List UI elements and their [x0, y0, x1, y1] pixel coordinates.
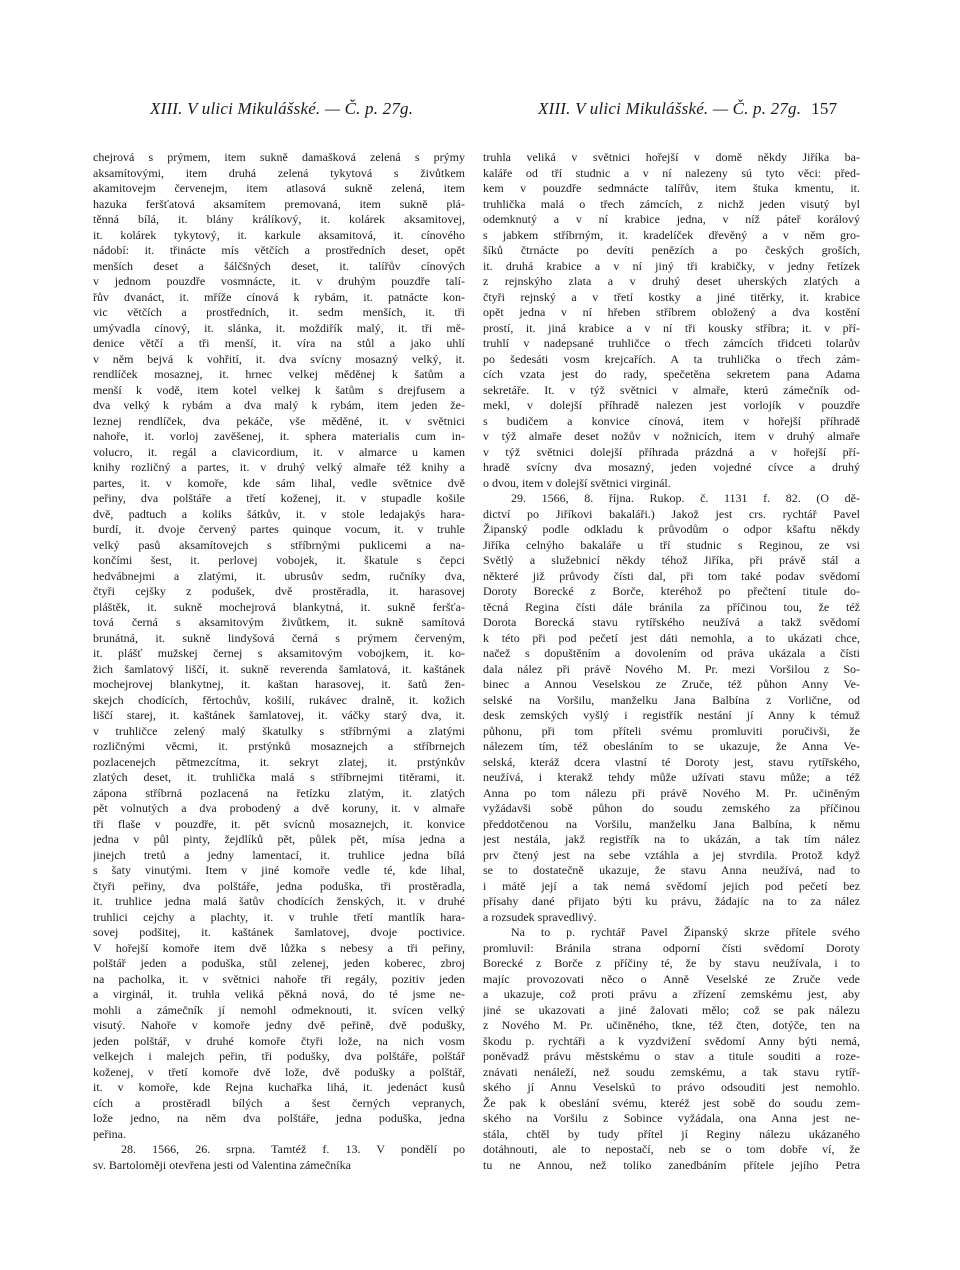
- text-line: po šedesáti vosm krejcařích. A ta truhlička o třech zám-: [483, 351, 860, 366]
- text-line: nahoře, it. vorloj zavěšenej, it. sphera materialis cum in-: [93, 429, 465, 443]
- text-line: aksamítovými, item druhá zelená tykytová s živůtkem: [93, 165, 465, 180]
- text-line: tová černá s aksamitovým živůtkem, it. sukně samítová: [93, 615, 465, 629]
- text-line: Doroty Borecké z Borče, kteréhož po přečtení titule do-: [483, 584, 860, 598]
- text-line: z rejnskýho zlata a v druhý deset uherských zlatých a: [483, 274, 860, 288]
- text-line: předdotčenou na Voršilu, manželku Jana Balbína, k němu: [483, 816, 860, 831]
- text-line: truhla veliká v světnici hořejší v domě někdy Jiříka ba-: [483, 150, 860, 164]
- text-line: Anna po tom nálezu při právě Nového M. Pr. učiněným: [483, 785, 860, 800]
- running-head-right: [538, 99, 837, 119]
- text-line: šíků čtrnácte po devíti penězích a po českých groších,: [483, 243, 860, 257]
- text-line: it. kolárek tykytový, it. karkule aksamitová, it. cínového: [93, 227, 465, 242]
- text-line: a virginál, it. truhla veliká pěkná nová, do té jsme ne-: [93, 987, 465, 1001]
- text-line: truhlička malá o třech zámcích, z nichž jeden visutý byl: [483, 196, 860, 211]
- text-line: v týž světnici dolejší příhrada prázdná a v hořejší pří-: [483, 444, 860, 459]
- text-line: ského na Voršilu z Sobince vyžádala, ona Anna jest ne-: [483, 1111, 860, 1125]
- text-line: sekretáře. It. v týž světnici v almaře, kterú zámečník od-: [483, 382, 860, 397]
- text-line: it. druhá krabice a v ní jiný tři krabičky, v jedny řetízek: [483, 258, 860, 273]
- text-line: hazuka feršťatová aksamítem premovaná, item sukně plá-: [93, 196, 465, 211]
- text-line: půhonu, při tom příteli svému promluviti poručivši, že: [483, 723, 860, 738]
- text-line: liščí starej, it. kaštánek šamlatovej, it. váčky starý dva, it.: [93, 708, 465, 722]
- text-line: s šaty vinutými. Item v jiné komoře vedle té, kde lihal,: [93, 863, 465, 877]
- text-line: prv čtený jest na sebe vztáhla a jej stvrdila. Protož když: [483, 847, 860, 862]
- text-line: peřiny, dva polštáře a třetí koženej, it. v stupadle košile: [93, 491, 465, 505]
- text-line: zápona stříbrná pozlacená na řetízku zlatým, it. zlatých: [93, 785, 465, 800]
- text-line: desk zemských vyšlý i registřík nestání jí Anny k témuž: [483, 708, 860, 722]
- text-line: majíc provozovati něco o Anně Veselské ze Zruče vede: [483, 971, 860, 986]
- text-line: nálezem tím, též obesláním to se ukazuje, že Anna Ve-: [483, 739, 860, 753]
- text-line: Žipanský podle odkladu k průvodům o odpor kšaftu někdy: [483, 522, 860, 536]
- text-line: polštář jeden a poduška, stůl zelenej, jeden koberec, zbroj: [93, 956, 465, 970]
- text-line: peřina.: [93, 1126, 126, 1141]
- text-line: mekl, v dolejší příhradě nalezen jest vorlojík v pouzdře: [483, 398, 860, 412]
- text-line: selské na Voršilu, manželku Jana Balbína z Vorlične, od: [483, 692, 860, 707]
- text-line: koženej, v třetí komoře dvě lože, dvě podušky a polštář,: [93, 1064, 465, 1079]
- text-line: truhlici cejchy a plachty, it. v truhle třetí mantlík hara-: [93, 909, 465, 924]
- text-line: těcná Regina čísti dále bránila za příčinou tou, že též: [483, 599, 860, 614]
- text-line: mohli a zámečník jí nemohl odmeknouti, it. svícen velký: [93, 1002, 465, 1017]
- text-line: pláštěk, it. sukně mochejrová blankytná, it. sukně feršťa-: [93, 599, 465, 614]
- text-line: velký pasů aksamítovejch s stříbrnými puklicemi a na-: [93, 537, 465, 552]
- left-text-column: [93, 150, 465, 1173]
- text-line: it. plášť mužskej černej s aksamitovým vobojkem, it. ko-: [93, 646, 465, 660]
- text-line: mochejrovej blankytnej, it. kaštan harasovej, it. šatů žen-: [93, 677, 465, 691]
- text-line: umývadla cínový, it. slánka, it. moždiřík malý, it. tři mě-: [93, 320, 465, 335]
- text-line: tu ne Annou, než toliko zanedbáním přítele jejího Petra: [483, 1157, 860, 1172]
- text-line: skejch chodících, fěrtochův, košilí, rukávec dralně, it. kožich: [93, 692, 465, 707]
- text-line: menší k vodě, item kotel velkej k šatům s drejfusem a: [93, 382, 465, 397]
- text-line: neužívá, i kterakž tehdy může užívati stavu může; a též: [483, 770, 860, 784]
- text-line: řův dvanáct, it. mříže cínová k rybám, it. patnácte kon-: [93, 289, 465, 304]
- text-line: jest nestála, jakž registřík na to ukázán, a tak tím nález: [483, 832, 860, 846]
- text-line: čtyři peřiny, dva polštáře, jedna poduška, tři prostěradla,: [93, 878, 465, 893]
- text-line: z Nového M. Pr. učiněného, tkne, též čten, dotýče, ten na: [483, 1018, 860, 1032]
- text-line: čtyři cejšky z podušek, dvě prostěradla, it. harasovej: [93, 584, 465, 598]
- text-line: partes, it. v komoře, kde sám lihal, vedle světnice dvě: [93, 475, 465, 490]
- text-line: přísahy dané přijato býti ku právu, žádajíc na to za nález: [483, 894, 860, 908]
- text-line: dva velký k rybám a dva malý k rybám, item jeden že-: [93, 398, 465, 412]
- running-head-right-title: XIII. V ulici Mikulášské. — Č. p. 27g.: [538, 99, 802, 118]
- text-line: pět volnutých a dva probodený a dvě koruny, it. v almaře: [93, 801, 465, 815]
- text-line: poněvadž právu městskému o stav a titule souditi a roze-: [483, 1049, 860, 1063]
- text-line: cích vzata jest do rady, spečetěna sekretem pana Adama: [483, 367, 860, 381]
- text-line: V hořejší komoře item dvě lůžka s nebesy a tři peřiny,: [93, 940, 465, 955]
- text-line: volucro, it. regál a clavicordium, it. v almarce u kamen: [93, 444, 465, 459]
- text-line: těnná bílá, it. blány králíkový, it. kolárek aksamitovej,: [93, 212, 465, 226]
- text-line: jinejch tretů a jedny lamentací, it. truhlice jedna bílá: [93, 847, 465, 862]
- text-line: selská, kteráž dcera vlastní té Doroty jest, stavu rytířského,: [483, 754, 860, 769]
- text-line: promluvil: Bránila strana odporní čísti svědomí Doroty: [483, 940, 860, 955]
- text-line: hradě svícny dva mosazný, jeden vojedné cívce a druhý: [483, 460, 860, 474]
- text-line: kaláře od tří studnic a v ní nalezeny sú tyto věci: před-: [483, 165, 860, 180]
- text-line: opět jedna v ní hřeben stříbrem obložený a dva kostění: [483, 305, 860, 319]
- text-line: velkejch i malejch peřin, tři podušky, dva polštáře, polštář: [93, 1049, 465, 1063]
- text-line: s jabkem stříbrným, it. kradelíček dřevěný a v něm gro-: [483, 227, 860, 242]
- text-line: končími šest, it. perlovej vobojek, it. škatule s čepci: [93, 553, 465, 567]
- text-line: Že pak k obeslání svému, kteréž jest sobě do soudu zem-: [483, 1095, 860, 1110]
- text-line: se to dostatečně ukazuje, že stavu Anna neužívá, nad to: [483, 863, 860, 877]
- right-text-column: [483, 150, 860, 1173]
- text-line: v týž almaře deset nožův v nožnicích, item v druhý almaře: [483, 429, 860, 443]
- text-line: pozlacenejch pětmezcítma, it. sekryt zlatej, it. prstýnkův: [93, 754, 465, 769]
- text-line: Dorota Borecká stavu rytířského neužívá a takž svědomí: [483, 615, 860, 629]
- text-line: knihy rozličný a partes, it. v druhý velký almaře též knihy a: [93, 460, 465, 474]
- running-head-left: [150, 99, 413, 119]
- text-line: nádobí: it. třinácte mís větčích a prostředních deset, opět: [93, 243, 465, 257]
- text-line: brunátná, it. sukně lindyšová černá s prýmem červeným,: [93, 630, 465, 645]
- text-line: k této při pod pečetí jest dáti nemohla, a to ukázati chce,: [483, 630, 860, 645]
- text-line: chejrová s prýmem, item sukně damašková zelená s prýmy: [93, 150, 465, 164]
- text-line: v jednom pouzdře vosmnácte, it. v druhým pouzdře talí-: [93, 274, 465, 288]
- text-line: kem v pouzdře sedmnácte talířův, item štuka kmentu, it.: [483, 181, 860, 195]
- text-line: menších deset a šálčšných deset, it. talířův cínových: [93, 258, 465, 273]
- text-line: s budičem a konvice cínová, item v hořejší příhradě: [483, 413, 860, 428]
- text-line: v truhličce zelený malý škatulky s stříbrnými a zlatými: [93, 723, 465, 738]
- text-line: visutý. Nahoře v komoře jedny dvě peřině, dvě podušky,: [93, 1018, 465, 1032]
- text-line: jiné se ukazovati a jiné žalovati mělo; což se pak nálezu: [483, 1002, 860, 1017]
- text-line: tři flaše v pouzdře, it. pět svícnů mosaznejch, it. konvice: [93, 816, 465, 831]
- text-line: Jiříka celnýho bakaláře u tří studnic s Reginou, ze vsi: [483, 537, 860, 552]
- text-line: jedna v půl pinty, žejdlíků pět, půlek pět, mísa jedna a: [93, 832, 465, 846]
- text-line: odemknutý a v ní krabice jedna, v níž páteř korálový: [483, 212, 860, 226]
- text-line: a ukazuje, což proti právu a zřízení zemskému jest, aby: [483, 987, 860, 1001]
- text-line: čtyři rejnský a v třetí kostky a jiné titěrky, it. krabice: [483, 289, 860, 304]
- text-line: dictví po Jiříkovi bakaláři.) Jakož jest crs. rychtář Pavel: [483, 506, 860, 521]
- text-line: sv. Bartoloměji otevřena jesti od Valentina zámečníka: [93, 1157, 351, 1172]
- text-line: na pacholka, it. v světnici nahoře tři regály, pozitiv jeden: [93, 971, 465, 986]
- text-line: it. v komoře, kde Rejna kuchařka lihá, it. jedenáct kusů: [93, 1080, 465, 1094]
- text-line: v něm bejvá k vohřití, it. dva svícny mosazný velký, it.: [93, 351, 465, 366]
- text-line: burdí, it. dvoje červený partes quinque vocum, it. v truhle: [93, 522, 465, 536]
- text-line: ského jí Annu Veselskú to právo odsouditi jest nemohlo.: [483, 1080, 860, 1094]
- text-line: Světlý a služebnicí někdy téhož Jiříka, při právě stál a: [483, 553, 860, 567]
- text-line: it. truhlice jedna malá šatův chodících ženských, it. v druhé: [93, 894, 465, 908]
- page-number: 157: [811, 99, 838, 118]
- text-line: dala nález při právě Nového M. Pr. mezi Voršilou z So-: [483, 661, 860, 676]
- text-line: znávati nenáleží, než soudu zemskému, a tak stavu rytíř-: [483, 1064, 860, 1079]
- text-line: zlatých deset, it. truhlička malá s stříbrnejmi titěrami, it.: [93, 770, 465, 784]
- text-line: 29. 1566, 8. října. Rukop. č. 1131 f. 82. (O dě-: [511, 491, 860, 505]
- text-line: denice větčí a tři menší, it. víra na stůl a jako uhlí: [93, 336, 465, 350]
- text-line: škodu p. rychtáři a k vyzdvižení svědomí Anny býti nemá,: [483, 1033, 860, 1048]
- text-line: a rozsudek spravedlivý.: [483, 909, 597, 924]
- text-line: některé již průvody čísti dal, při tom také podav svědomí: [483, 568, 860, 583]
- text-line: cích a prostěradl bílých a šest černých vepranych,: [93, 1095, 465, 1110]
- text-line: hedvábnejmi a zlatými, it. ubrusův sedm, ručníky dva,: [93, 568, 465, 583]
- text-line: 28. 1566, 26. srpna. Tamtéž f. 13. V pondělí po: [121, 1142, 465, 1156]
- running-head-left-title: XIII. V ulici Mikulášské. — Č. p. 27g.: [150, 99, 414, 118]
- text-line: o dvou, item v dolejší světnici virginál.: [483, 475, 671, 490]
- text-line: dotáhnouti, ale to nepostačí, neb se o tom dobře ví, že: [483, 1142, 860, 1156]
- text-line: rozličnými věcmi, it. prstýnků mosaznejch a stříbrnejch: [93, 739, 465, 753]
- text-line: žich šamlatový liščí, it. sukně reverenda šamlatová, it. kaštánek: [93, 661, 465, 676]
- text-line: Borecké z Borče z příčiny té, že by stavu neužívala, i to: [483, 956, 860, 970]
- text-line: sovej podšitej, it. kaštánek šamlatovej, dvoje poctivice.: [93, 925, 465, 939]
- text-line: Na to p. rychtář Pavel Žipanský skrze přítele svého: [511, 925, 860, 939]
- text-line: binec a Annou Veselskou ze Zruče, též půhon Anny Ve-: [483, 677, 860, 691]
- text-line: dvě, padtuch a koliks šátkův, it. v stole ledajakýs hara-: [93, 506, 465, 521]
- text-line: vic větčích a prostředních, it. sedm menších, it. tři: [93, 305, 465, 319]
- text-line: lože jedno, na něm dva polštáře, jedna poduška, jedna: [93, 1111, 465, 1125]
- text-line: stála, chtěl by tudy přítel jí Reginy nálezu ukázaného: [483, 1126, 860, 1141]
- text-line: načež s dopuštěním a dovolením od práva ukázala a čísti: [483, 646, 860, 660]
- text-line: leznej rendlíček, dva pekáče, vše měděné, it. v světnici: [93, 413, 465, 428]
- text-line: akamitovejm červenejm, item atlasová sukně zelená, item: [93, 181, 465, 195]
- text-line: jeden polštář, v druhé komoře čtyři lože, na nich vosm: [93, 1033, 465, 1048]
- text-line: vyžádavši sobě půhon do soudu zemského za příčinou: [483, 801, 860, 815]
- text-line: truhlí v nadepsané truhličce o třech zámcích třidceti tolarův: [483, 336, 860, 350]
- text-line: i mátě její a tak nemá svědomí jejich pod pečetí bez: [483, 878, 860, 893]
- text-line: prostí, it. jiná krabice a v ní tři kousky stříbra; it. v pří-: [483, 320, 860, 335]
- text-line: rendlíček mosaznej, it. hrnec velkej měděnej k šatům a: [93, 367, 465, 381]
